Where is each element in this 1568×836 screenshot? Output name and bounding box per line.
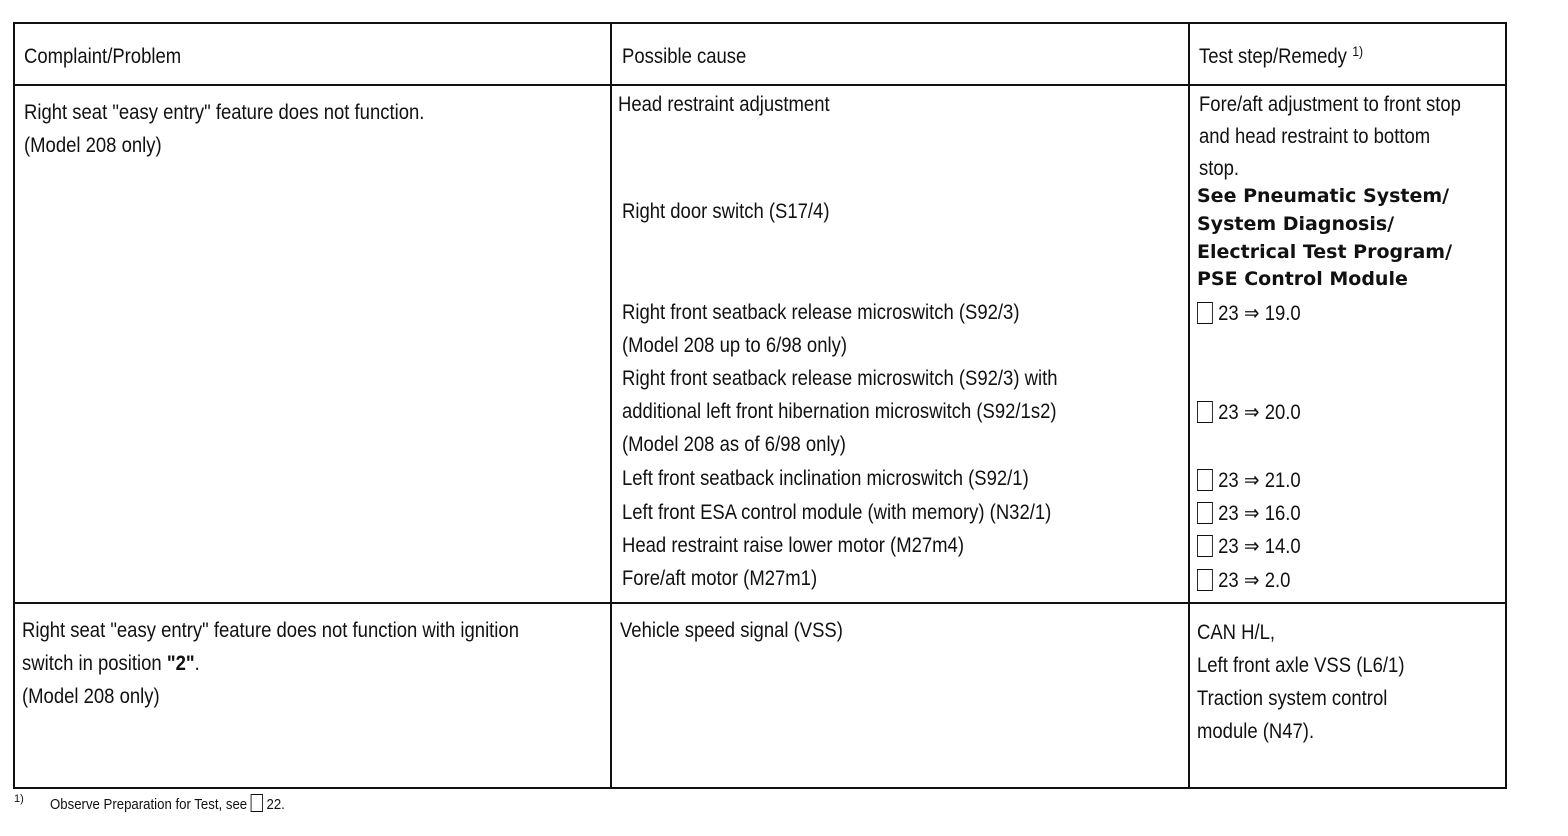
row-divider bbox=[13, 84, 1507, 86]
book-reference-icon bbox=[251, 794, 263, 812]
cause-item: Right front seatback release microswitch (S92/3) bbox=[622, 301, 1020, 324]
row2-complaint-line1: Right seat "easy entry" feature does not function with ignition bbox=[22, 619, 519, 642]
test-step-ref bbox=[1197, 297, 1301, 330]
footnote-marker: 1) bbox=[1352, 43, 1364, 59]
header-remedy-label: Test step/Remedy bbox=[1199, 45, 1347, 68]
test-step-ref bbox=[1197, 564, 1290, 597]
arrow-icon: ⇒ bbox=[1243, 535, 1260, 558]
cause-item: Left front seatback inclination microswitch (S92/1) bbox=[622, 467, 1029, 490]
header-cause: Possible cause bbox=[622, 45, 747, 68]
row2-remedy-line: module (N47). bbox=[1197, 720, 1315, 743]
remedy-reference-line: PSE Control Module bbox=[1197, 268, 1408, 290]
ref-number: 23 bbox=[1218, 302, 1239, 325]
row2-complaint-text: switch in position bbox=[22, 652, 167, 675]
row1-complaint-line2: (Model 208 only) bbox=[24, 134, 162, 157]
ref-target: 21.0 bbox=[1264, 469, 1301, 492]
book-reference-icon bbox=[1197, 401, 1213, 423]
column-divider bbox=[610, 22, 612, 789]
book-reference-icon bbox=[1197, 535, 1213, 557]
cause-item: Head restraint adjustment bbox=[618, 93, 830, 116]
ref-target: 16.0 bbox=[1264, 502, 1301, 525]
book-reference-icon bbox=[1197, 302, 1213, 324]
cause-item: (Model 208 as of 6/98 only) bbox=[622, 433, 846, 456]
remedy-text-line: Fore/aft adjustment to front stop bbox=[1199, 93, 1461, 116]
cause-item: Left front ESA control module (with memory) (N32/1) bbox=[622, 501, 1052, 524]
header-complaint: Complaint/Problem bbox=[24, 45, 182, 68]
row2-remedy-line: Left front axle VSS (L6/1) bbox=[1197, 654, 1405, 677]
ref-number: 23 bbox=[1218, 401, 1239, 424]
ref-target: 14.0 bbox=[1264, 535, 1301, 558]
test-step-ref bbox=[1197, 464, 1301, 497]
ref-number: 23 bbox=[1218, 502, 1239, 525]
arrow-icon: ⇒ bbox=[1243, 469, 1260, 492]
ref-number: 23 bbox=[1218, 535, 1239, 558]
row1-complaint-line1: Right seat "easy entry" feature does not function. bbox=[24, 101, 425, 124]
footnote-ref: 22. bbox=[266, 796, 285, 813]
remedy-text-line: and head restraint to bottom bbox=[1199, 125, 1431, 148]
row2-remedy-line: Traction system control bbox=[1197, 687, 1388, 710]
arrow-icon: ⇒ bbox=[1243, 302, 1260, 325]
cause-item: Right door switch (S17/4) bbox=[622, 200, 830, 223]
header-remedy bbox=[1199, 40, 1363, 75]
ref-target: 19.0 bbox=[1264, 302, 1301, 325]
cause-item: Head restraint raise lower motor (M27m4) bbox=[622, 534, 964, 557]
row2-complaint-line3: (Model 208 only) bbox=[22, 685, 160, 708]
ref-target: 20.0 bbox=[1264, 401, 1301, 424]
book-reference-icon bbox=[1197, 569, 1213, 591]
row2-complaint-period: . bbox=[194, 652, 200, 675]
test-step-ref bbox=[1197, 396, 1301, 429]
arrow-icon: ⇒ bbox=[1243, 401, 1260, 424]
cause-item: Right front seatback release microswitch (S92/3) with bbox=[622, 367, 1058, 390]
footnote-number: 1) bbox=[14, 793, 24, 805]
cause-item: additional left front hibernation microswitch (S92/1s2) bbox=[622, 400, 1057, 423]
ref-number: 23 bbox=[1218, 469, 1239, 492]
remedy-reference-line: Electrical Test Program/ bbox=[1197, 241, 1453, 263]
test-step-ref bbox=[1197, 497, 1301, 530]
cause-item: (Model 208 up to 6/98 only) bbox=[622, 334, 847, 357]
footnote bbox=[50, 794, 285, 815]
book-reference-icon bbox=[1197, 469, 1213, 491]
ref-number: 23 bbox=[1218, 569, 1239, 592]
footnote-text: Observe Preparation for Test, see bbox=[50, 796, 248, 813]
row2-cause: Vehicle speed signal (VSS) bbox=[620, 619, 843, 642]
row-divider bbox=[13, 602, 1507, 604]
cause-item: Fore/aft motor (M27m1) bbox=[622, 567, 818, 590]
remedy-reference-line: System Diagnosis/ bbox=[1197, 213, 1395, 235]
test-step-ref bbox=[1197, 530, 1301, 563]
row2-remedy-line: CAN H/L, bbox=[1197, 621, 1276, 644]
column-divider bbox=[1188, 22, 1190, 789]
ref-target: 2.0 bbox=[1264, 569, 1291, 592]
remedy-reference-line: See Pneumatic System/ bbox=[1197, 185, 1450, 207]
ignition-position: "2" bbox=[166, 652, 195, 675]
remedy-text-line: stop. bbox=[1199, 157, 1240, 180]
arrow-icon: ⇒ bbox=[1243, 502, 1260, 525]
book-reference-icon bbox=[1197, 502, 1213, 524]
arrow-icon: ⇒ bbox=[1243, 569, 1260, 592]
row2-complaint-line2 bbox=[22, 647, 200, 680]
